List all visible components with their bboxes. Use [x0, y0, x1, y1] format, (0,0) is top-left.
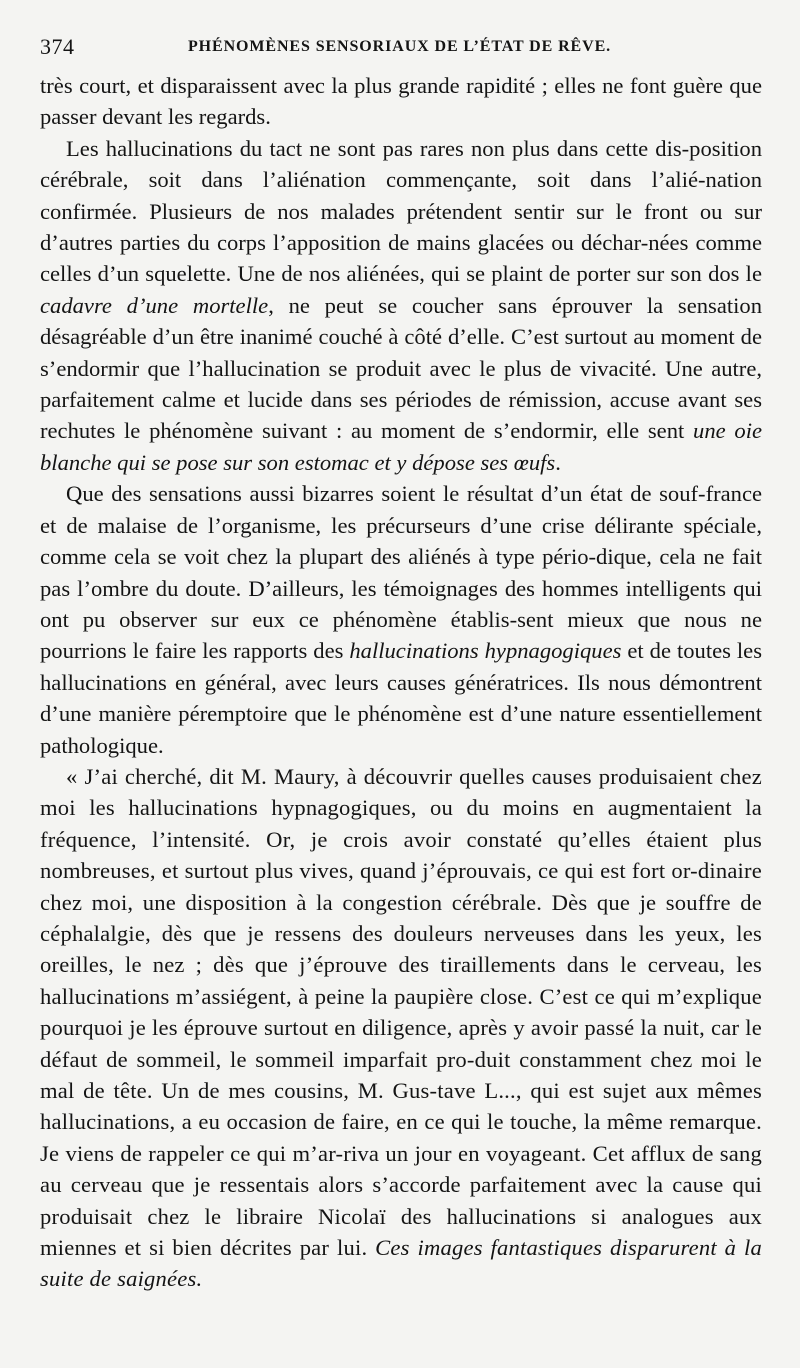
paragraph-1-text: très court, et disparaissent avec la plus grande rapidité ; elles ne font guère que passer devant les regards. — [40, 73, 762, 130]
paragraph-2-text-3: . — [555, 449, 561, 475]
paragraph-2-italic-2: une oie blanche qui se pose sur son estomac et y dépose ses œufs — [40, 418, 762, 475]
running-head — [40, 34, 760, 64]
paragraph-1 — [40, 70, 762, 133]
paragraph-2 — [40, 133, 762, 478]
paragraph-4-text-1: « J’ai cherché, dit M. Maury, à découvrir quelles causes produisaient chez moi les hallucinations hypnagogiques, ou du moins en augmentaient la fréquence, l’intensité. Or, je crois avoir constaté qu’elles étaient plus nombreuses, et surtout plus vives, quand j’éprouvais, ce qui est fort or-dinaire chez moi, une disposition à la congestion cérébrale. Dès que je souffre de céphalalgie, dès que je ressens des douleurs nerveuses dans les yeux, les oreilles, le nez ; dès que j’éprouve des tiraillements dans le cerveau, les hallucinations m’assiégent, à peine la paupière close. C’est ce qui m’explique pourquoi je les éprouve surtout en diligence, après y avoir passé la nuit, car le défaut de sommeil, le sommeil imparfait pro-duit constamment chez moi le mal de tête. Un de mes cousins, M. Gus-tave L..., qui est sujet aux mêmes hallucinations, a eu occasion de faire, en ce qui le touche, la même remarque. Je viens de rappeler ce qui m’ar-riva un jour en voyageant. Cet afflux de sang au cerveau que je ressentais alors s’accorde parfaitement avec la cause qui produisait chez le libraire Nicolaï des hallucinations si analogues aux miennes et si bien décrites par lui. — [40, 763, 762, 1261]
paragraph-2-text-1: Les hallucinations du tact ne sont pas rares non plus dans cette dis-position cérébrale, soit dans l’aliénation commençante, soit dans l’alié-nation confirmée. Plusieurs de nos malades prétendent sentir sur le front ou sur d’autres parties du corps l’apposition de mains glacées ou déchar-nées comme celles d’un squelette. Une de nos aliénées, qui se plaint de porter sur son dos le — [40, 135, 762, 287]
paragraph-3-italic-1: hallucinations hypnagogiques — [349, 638, 622, 664]
running-title: PHÉNOMÈNES SENSORIAUX DE L’ÉTAT DE RÊVE. — [188, 38, 612, 55]
paragraph-2-text-2: , ne peut se coucher sans éprouver la sensation désagréable d’un être inanimé couché à côté d’elle. C’est surtout au moment de s’endormir que l’hallucination se produit avec le plus de vivacité. Une autre, parfaitement calme et lucide dans ses périodes de rémission, accuse avant ses rechutes le phénomène suivant : au moment de s’endormir, elle sent — [40, 292, 762, 444]
body-text — [40, 70, 762, 1295]
paragraph-3-text-2: et de toutes les hallucinations en général, avec leurs causes génératrices. Ils nous démontrent d’une manière péremptoire que le phénomène est d’une nature essentiellement pathologique. — [40, 638, 762, 758]
paragraph-4-italic-1: Ces images fantastiques disparurent à la suite de saignées. — [40, 1235, 763, 1292]
page-number: 374 — [40, 34, 75, 59]
paragraph-3 — [40, 478, 762, 761]
paragraph-2-italic-1: cadavre d’une mortelle — [40, 292, 269, 318]
paragraph-3-text-1: Que des sensations aussi bizarres soient le résultat d’un état de souf-france et de malaise de l’organisme, les précurseurs d’une crise délirante spéciale, comme cela se voit chez la plupart des aliénés à type pério-dique, cela ne fait pas l’ombre du doute. D’ailleurs, les témoignages des hommes intelligents qui ont pu observer sur eux ce phénomène établis-sent mieux que nous ne pourrions le faire les rapports des — [40, 481, 762, 664]
paragraph-4 — [40, 761, 762, 1295]
